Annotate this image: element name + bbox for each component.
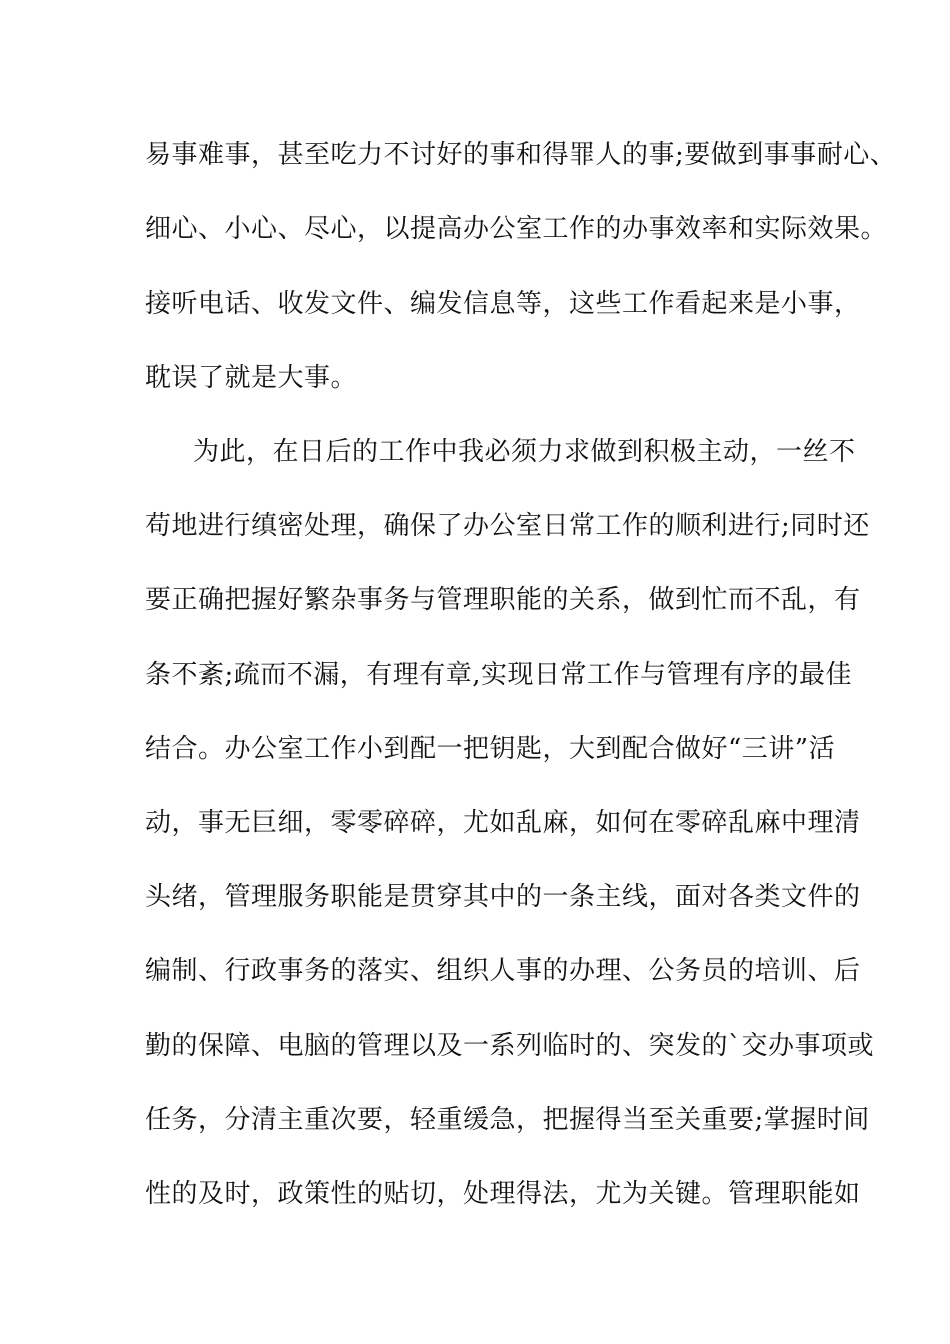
text-line: 结合。办公室工作小到配一把钥匙，大到配合做好“三讲”活 (145, 734, 836, 764)
text-line: 易事难事，甚至吃力不讨好的事和得罪人的事;要做到事事耐心、 (145, 140, 897, 170)
text-line: 要正确把握好繁杂事务与管理职能的关系，做到忙而不乱，有 (145, 585, 861, 615)
text-line: 耽误了就是大事。 (145, 363, 358, 393)
text-line: 条不紊;疏而不漏，有理有章,实现日常工作与管理有序的最佳 (145, 660, 853, 690)
text-line: 动，事无巨细，零零碎碎，尤如乱麻，如何在零碎乱麻中理清 (145, 808, 861, 838)
text-line: 细心、小心、尽心，以提高办公室工作的办事效率和实际效果。 (145, 214, 888, 244)
text-line: 勤的保障、电脑的管理以及一系列临时的、突发的`交办事项或 (145, 1031, 875, 1061)
text-line: 为此，在日后的工作中我必须力求做到积极主动，一丝不 (193, 437, 856, 467)
text-line: 任务，分清主重次要，轻重缓急，把握得当至关重要;掌握时间 (145, 1105, 870, 1135)
text-line: 苟地进行缜密处理，确保了办公室日常工作的顺利进行;同时还 (145, 511, 870, 541)
text-line: 性的及时，政策性的贴切，处理得法，尤为关键。管理职能如 (145, 1179, 861, 1209)
text-line: 编制、行政事务的落实、组织人事的办理、公务员的培训、后 (145, 956, 861, 986)
text-line: 头绪，管理服务职能是贯穿其中的一条主线，面对各类文件的 (145, 882, 861, 912)
text-line: 接听电话、收发文件、编发信息等，这些工作看起来是小事， (145, 289, 861, 319)
